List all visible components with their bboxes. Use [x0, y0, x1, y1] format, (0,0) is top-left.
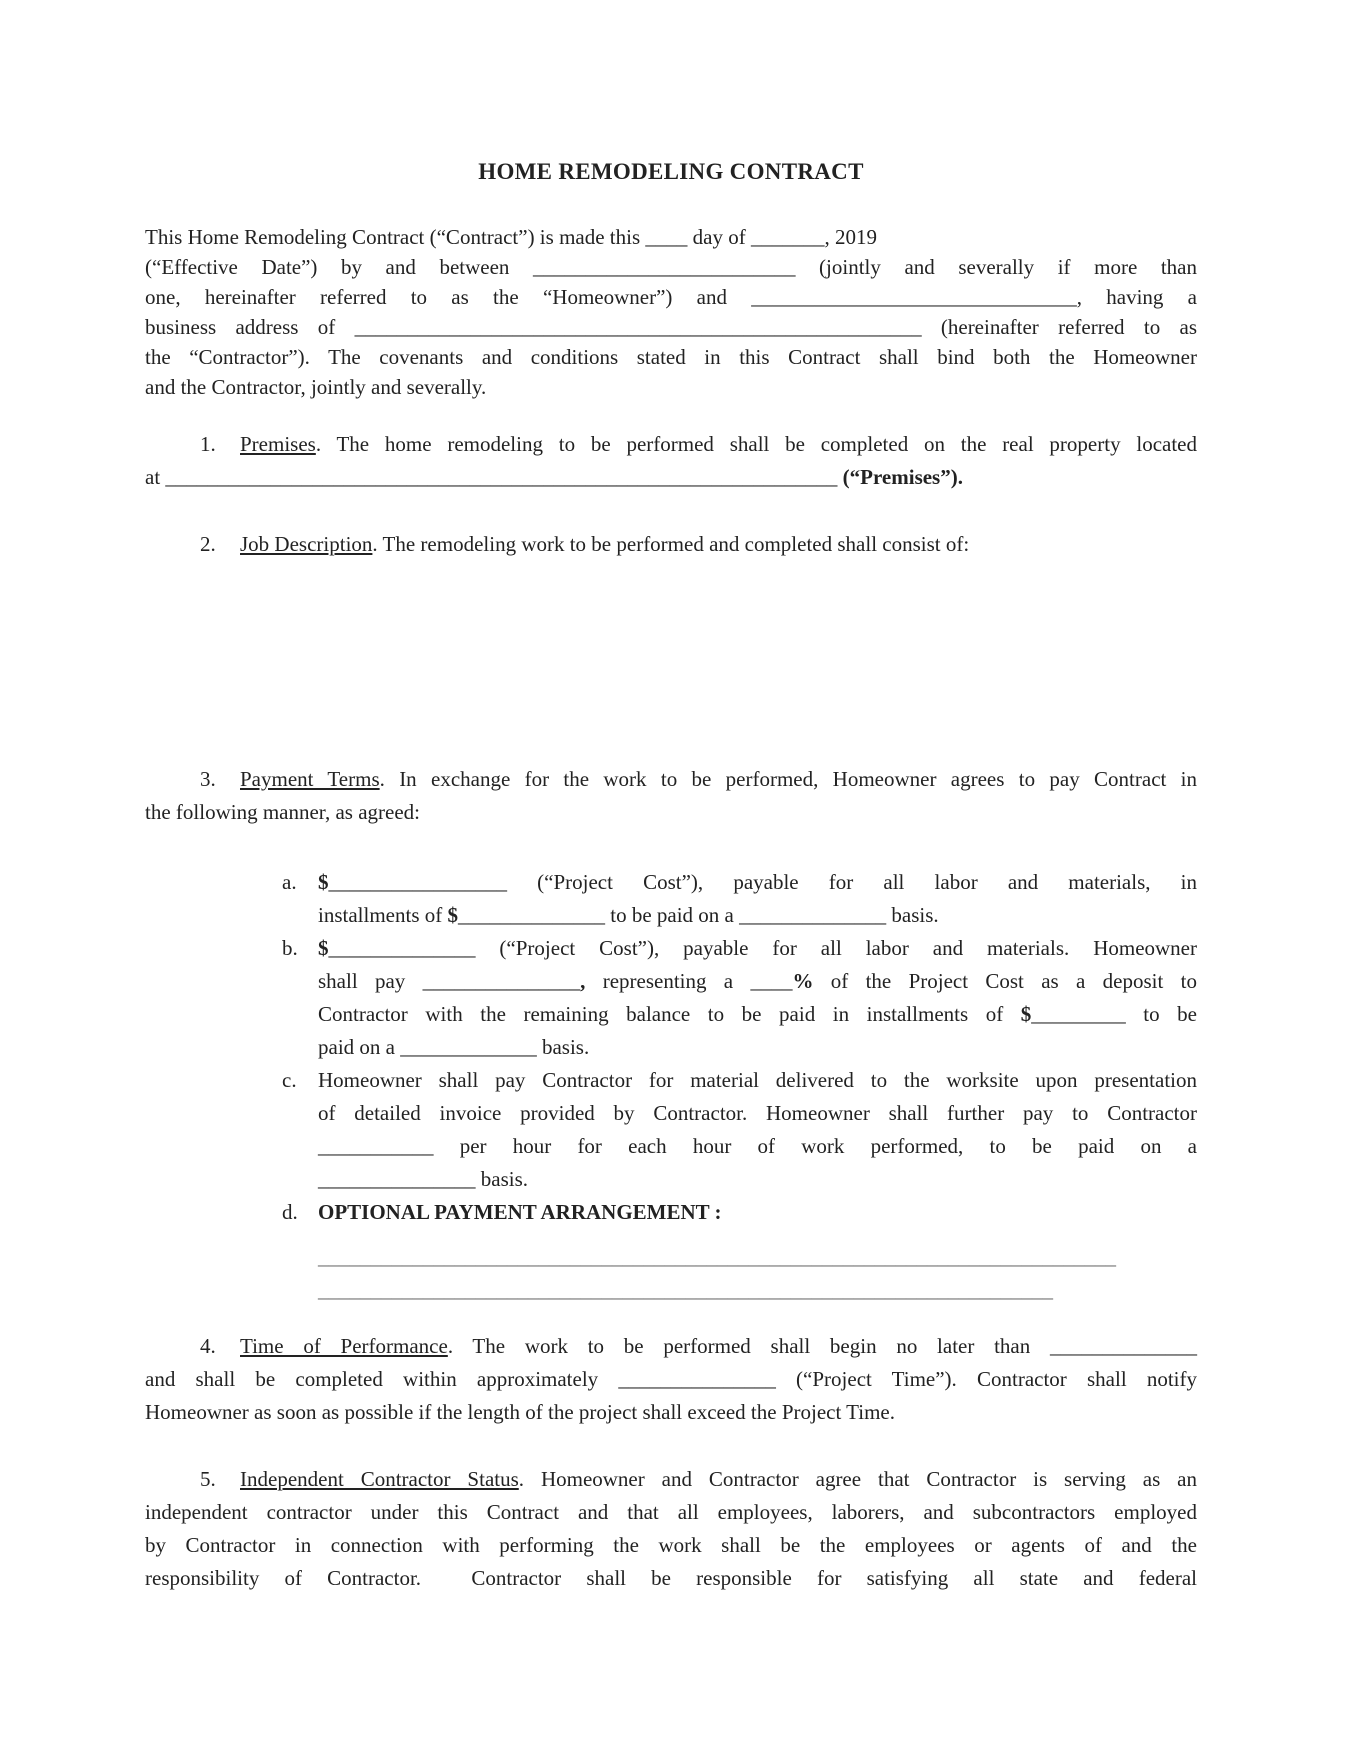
text-segment: Contractor with the remaining balance to be paid in installments of — [318, 1002, 1021, 1026]
text-segment: ______________ (“Project Cost”), payable for all labor and materials. Homeowner — [328, 936, 1197, 960]
list-marker: 3. — [200, 767, 216, 791]
payment-item-d — [145, 1196, 1197, 1229]
text-line — [145, 763, 1197, 796]
text-line — [145, 1196, 1197, 1229]
document-body — [145, 160, 1197, 1595]
text-segment: at ________________________________________________________________ — [145, 465, 843, 489]
text-segment: representing a ____ — [585, 969, 793, 993]
text-line — [145, 1496, 1197, 1529]
text-segment: Homeowner as soon as possible if the length of the project shall exceed the Project Time. — [145, 1400, 896, 1424]
text-line — [145, 1330, 1197, 1363]
text-segment: Premises — [240, 432, 316, 456]
blank-field: ______________________________________________________________________ — [318, 1278, 1053, 1302]
text-segment: $ — [318, 870, 329, 894]
text-line — [145, 932, 1197, 965]
text-segment: _______________ basis. — [318, 1167, 528, 1191]
list-marker: 5. — [200, 1467, 216, 1491]
section-independent-contractor-status — [145, 1463, 1197, 1595]
document-title: HOME REMODELING CONTRACT — [478, 159, 864, 184]
blank-field: ____________________________________________________________________________ — [318, 1245, 1116, 1269]
payment-item-d-blank-lines — [145, 1241, 1197, 1307]
payment-item-a — [145, 866, 1197, 932]
text-segment: , — [580, 969, 586, 993]
text-line — [145, 372, 1197, 402]
text-segment: This Home Remodeling Contract (“Contract”) is made this ____ day of _______, 2019 — [145, 225, 877, 249]
list-marker: 4. — [200, 1334, 216, 1358]
text-line — [145, 1274, 1197, 1307]
list-marker: d. — [282, 1200, 298, 1224]
text-segment: Job Description — [240, 532, 373, 556]
text-segment: paid on a _____________ basis. — [318, 1035, 590, 1059]
text-line — [145, 252, 1197, 282]
list-marker: a. — [282, 870, 297, 894]
list-marker: 2. — [200, 532, 216, 556]
text-segment: % — [792, 969, 814, 993]
intro-paragraph — [145, 222, 1197, 402]
text-line — [145, 998, 1197, 1031]
text-segment: of the Project Cost as a deposit to — [813, 969, 1197, 993]
text-segment: shall pay _______________ — [318, 969, 581, 993]
text-line — [145, 1529, 1197, 1562]
section-payment-terms — [145, 763, 1197, 829]
text-segment: ___________ per hour for each hour of work performed, to be paid on a — [318, 1134, 1197, 1158]
text-segment: . Homeowner and Contractor agree that Contractor is serving as an — [518, 1467, 1198, 1491]
text-segment: $ — [447, 903, 458, 927]
text-segment: independent contractor under this Contract and that all employees, laborers, and subcontractors employed — [145, 1500, 1197, 1524]
text-segment: . The work to be performed shall begin no later than ______________ — [447, 1334, 1197, 1358]
text-line — [145, 428, 1197, 461]
text-line — [145, 461, 1197, 494]
payment-item-b — [145, 932, 1197, 1064]
text-line — [145, 528, 1197, 561]
list-marker: c. — [282, 1068, 297, 1092]
text-segment: the following manner, as agreed: — [145, 800, 420, 824]
list-marker: b. — [282, 936, 298, 960]
text-segment: OPTIONAL PAYMENT ARRANGEMENT : — [318, 1200, 722, 1224]
text-line — [145, 312, 1197, 342]
text-line — [145, 222, 1197, 252]
text-segment: the “Contractor”). The covenants and conditions stated in this Contract shall bind both the Homeowner — [145, 345, 1197, 369]
text-line — [145, 1031, 1197, 1064]
text-line — [145, 1396, 1197, 1429]
text-segment: one, hereinafter referred to as the “Homeowner”) and _______________________________, having a — [145, 285, 1197, 309]
text-line — [145, 1163, 1197, 1196]
text-segment: (“Premises”). — [842, 465, 963, 489]
text-line — [145, 1363, 1197, 1396]
text-segment: . The home remodeling to be performed shall be completed on the real property located — [315, 432, 1197, 456]
text-line — [145, 1130, 1197, 1163]
text-line — [145, 1097, 1197, 1130]
text-segment: business address of ______________________________________________________ (hereinafter referred to as — [145, 315, 1197, 339]
text-segment: Homeowner shall pay Contractor for material delivered to the worksite upon presentation — [318, 1068, 1197, 1092]
text-line — [145, 1064, 1197, 1097]
text-segment: $ — [1020, 1002, 1032, 1026]
section-premises — [145, 428, 1197, 494]
text-line — [145, 965, 1197, 998]
text-line — [145, 796, 1197, 829]
list-marker: 1. — [200, 432, 216, 456]
payment-item-c — [145, 1064, 1197, 1196]
text-line — [145, 899, 1197, 932]
text-segment: _________________ (“Project Cost”), payable for all labor and materials, in — [328, 870, 1197, 894]
text-segment: and the Contractor, jointly and severally. — [145, 375, 487, 399]
text-line — [145, 1562, 1197, 1595]
text-segment: _________ to be — [1031, 1002, 1198, 1026]
section-time-of-performance — [145, 1330, 1197, 1429]
text-segment: of detailed invoice provided by Contractor. Homeowner shall further pay to Contractor — [318, 1101, 1197, 1125]
text-line — [145, 1241, 1197, 1274]
text-segment: Time of Performance — [240, 1334, 448, 1358]
text-segment: Independent Contractor Status — [240, 1467, 519, 1491]
text-line — [145, 282, 1197, 312]
text-segment: Payment Terms — [240, 767, 380, 791]
text-segment: . In exchange for the work to be performed, Homeowner agrees to pay Contract in — [379, 767, 1198, 791]
text-segment: installments of — [318, 903, 448, 927]
text-segment: (“Effective Date”) by and between _________________________ (jointly and severally if more than — [145, 255, 1197, 279]
text-segment: responsibility of Contractor. Contractor shall be responsible for satisfying all state and federal — [145, 1566, 1197, 1590]
text-segment: by Contractor in connection with performing the work shall be the employees or agents of and the — [145, 1533, 1197, 1557]
section-job-description — [145, 528, 1197, 561]
text-line — [145, 1463, 1197, 1496]
text-segment: $ — [318, 936, 329, 960]
text-segment: and shall be completed within approximately _______________ (“Project Time”). Contractor shall notify — [145, 1367, 1197, 1391]
text-segment: ______________ to be paid on a ______________ basis. — [458, 903, 939, 927]
text-line — [145, 342, 1197, 372]
text-line — [145, 866, 1197, 899]
text-segment: . The remodeling work to be performed and completed shall consist of: — [372, 532, 970, 556]
